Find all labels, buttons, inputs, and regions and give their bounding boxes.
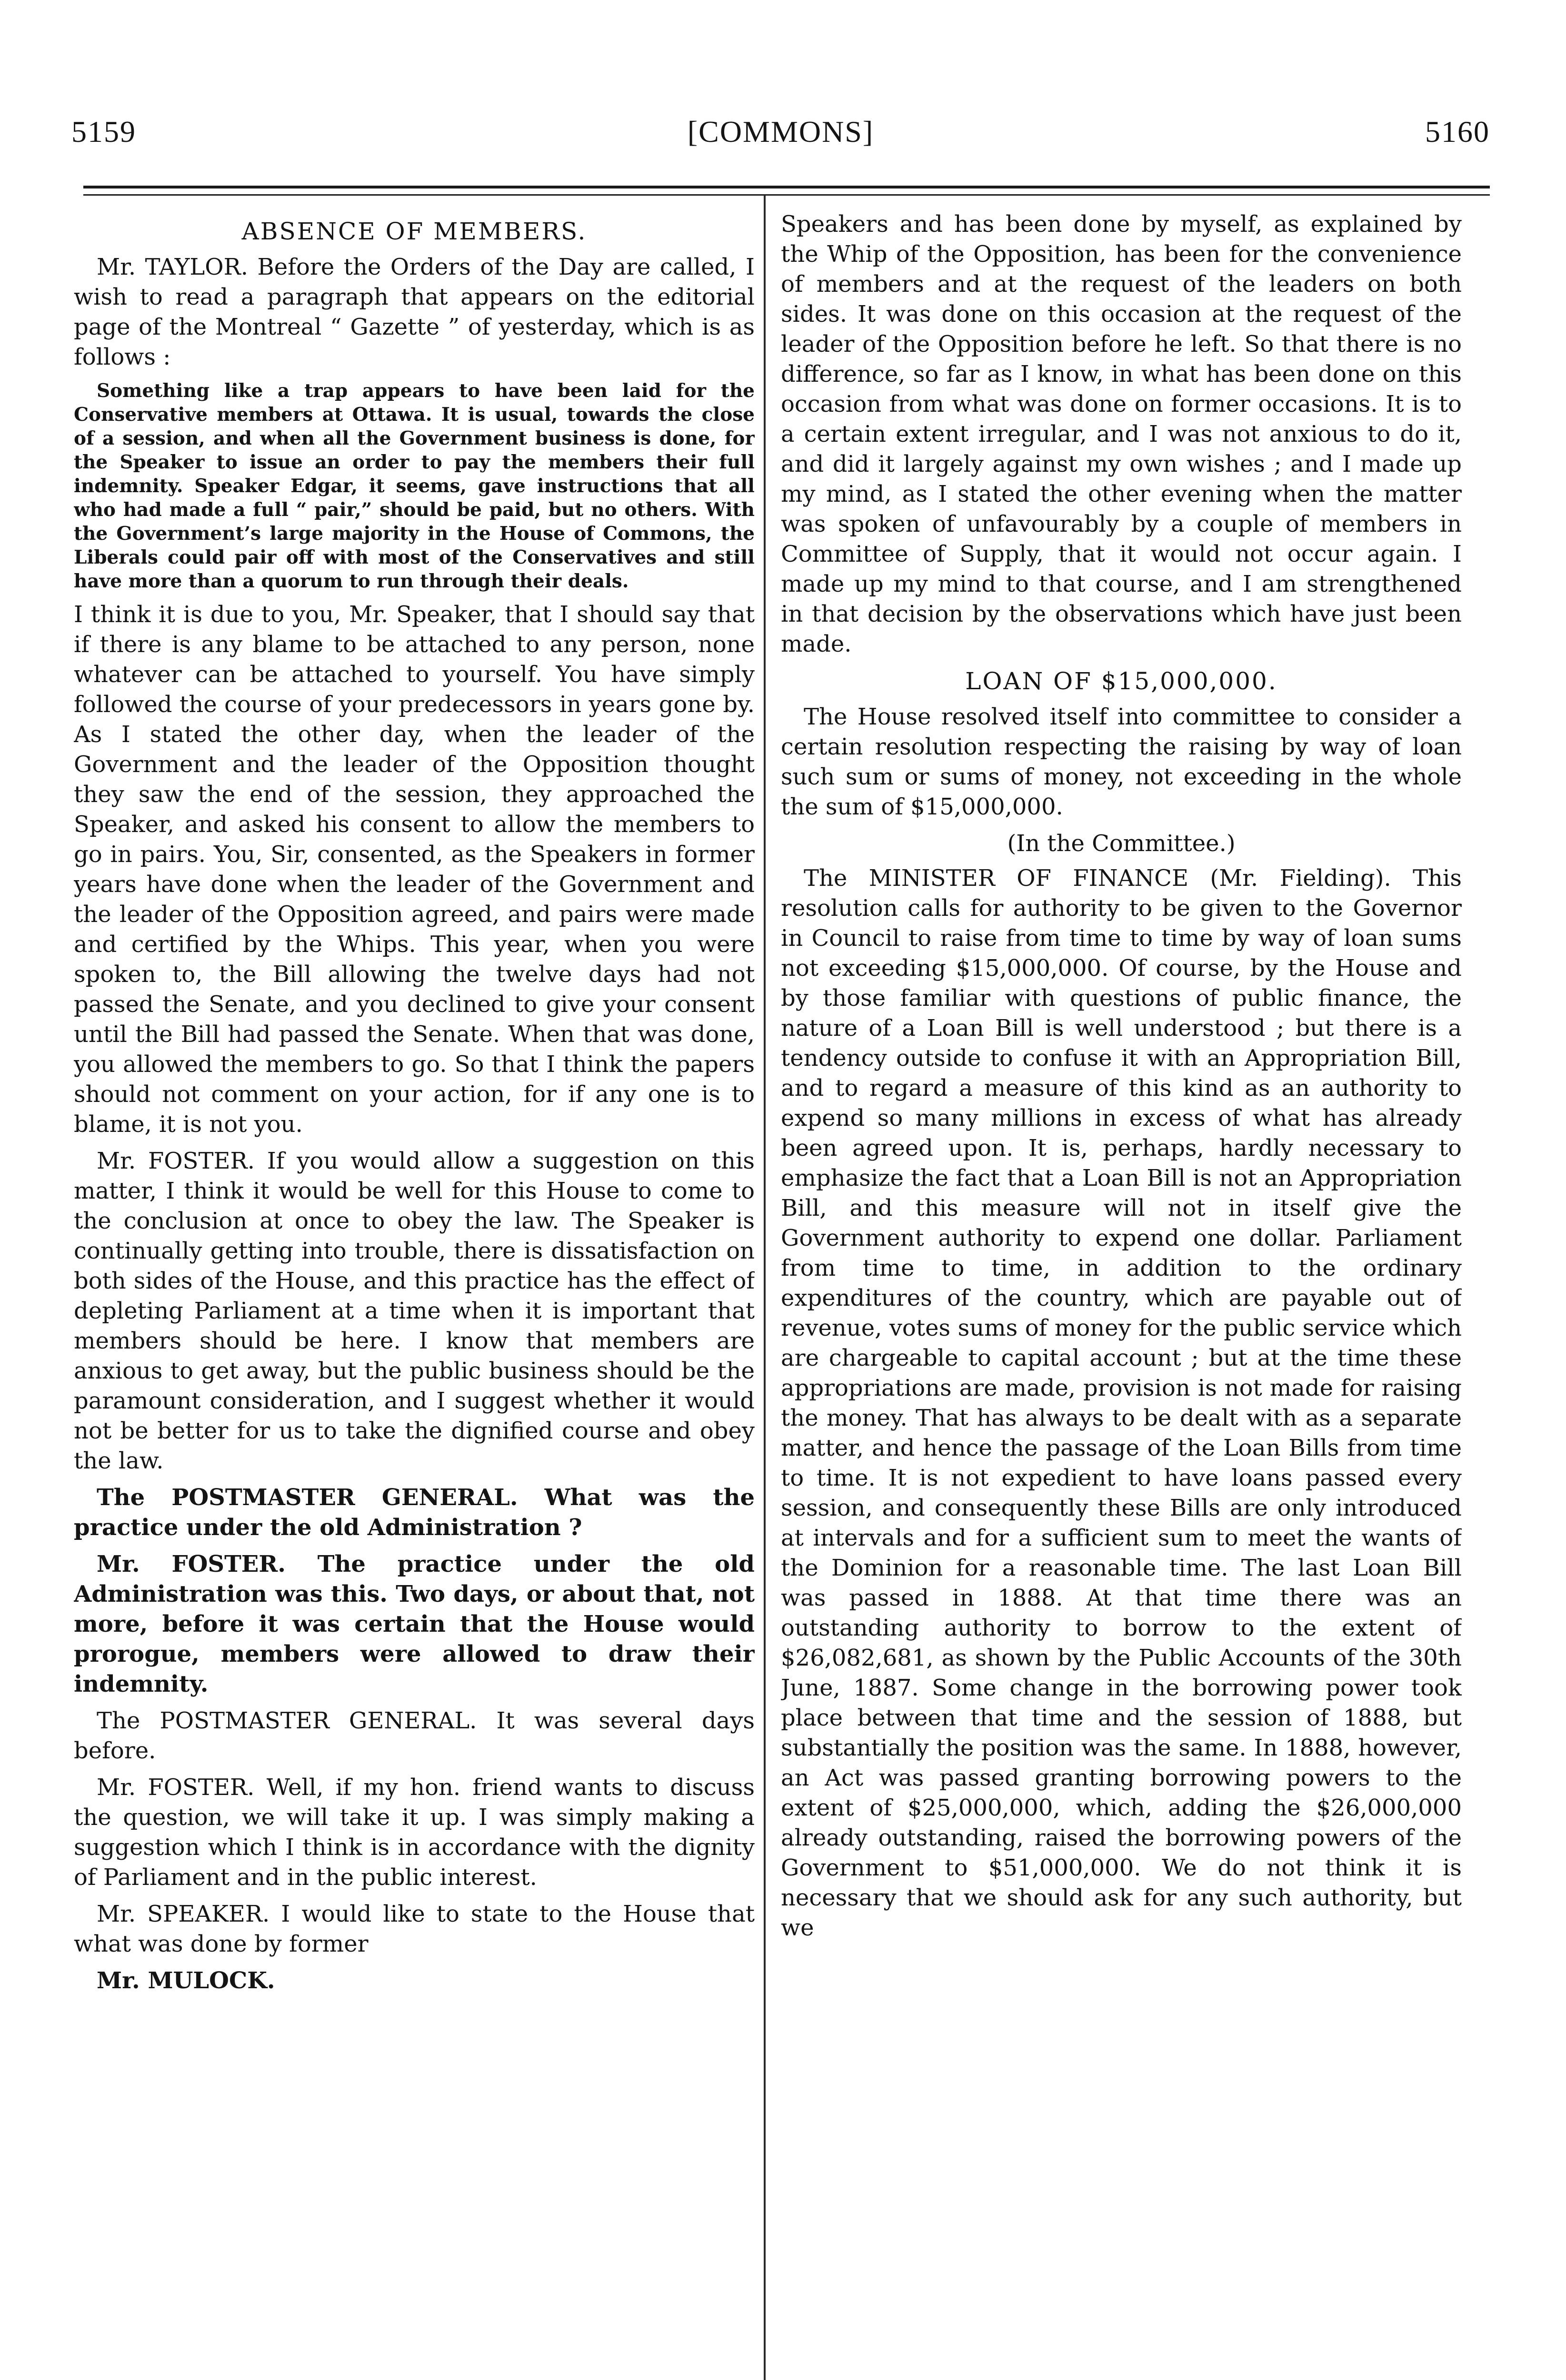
paragraph-foster-2: Mr. FOSTER. The practice under the old Administration was this. Two days, or about that, not more, before it was certain that the House would prorogue, members were allowed to draw their indemnity. [74, 1551, 755, 1697]
left-column [74, 209, 755, 2380]
quoted-gazette-extract: Something like a trap appears to have been laid for the Conservative members at Ottawa. It is usual, towards the close of a session, and when all the Government business is done, for the Speaker to issue an order to pay the members their full indemnity. Speaker Edgar, it seems, gave instructions that all who had made a full “ pair,” should be paid, but no others. With the Government’s large majority in the House of Commons, the Liberals could pair off with most of the Conservatives and still have more than a quorum to run through their deals. [74, 380, 755, 592]
paragraph-postmaster-1: The POSTMASTER GENERAL. What was the practice under the old Administration ? [74, 1484, 755, 1541]
paragraph-postmaster-2: The POSTMASTER GENERAL. It was several days before. [74, 1707, 755, 1764]
page-number-right: 5160 [1425, 115, 1490, 149]
section-heading-loan: LOAN OF $15,000,000. [965, 667, 1277, 695]
paragraph-house-resolved: The House resolved itself into committee to consider a certain resolution respecting the raising by way of loan such sum or sums of money, not exceeding in the whole the sum of $15,000,000. [781, 704, 1462, 820]
right-column [781, 209, 1462, 2380]
header-rule-thin [83, 194, 1490, 196]
paragraph-speaker-continued: Speakers and has been done by myself, as explained by the Whip of the Opposition, has been for the convenience of members and at the request of the leaders on both sides. It was done on this occasion at the request of the leader of the Opposition before he left. So that there is no difference, so far as I know, in what has been done on this occasion from what was done on former occasions. It is to a certain extent irregular, and I was not anxious to do it, and did it largely against my own wishes ; and I made up my mind, as I stated the other evening when the matter was spoken of unfavourably by a couple of members in Committee of Supply, that it would not occur again. I made up my mind to that course, and I am strengthened in that decision by the observations which have just been made. [781, 211, 1462, 657]
paragraph-speaker: Mr. SPEAKER. I would like to state to the House that what was done by former [74, 1901, 755, 1957]
section-heading-absence: ABSENCE OF MEMBERS. [241, 218, 587, 245]
column-divider [764, 195, 766, 2380]
paragraph-taylor: Mr. TAYLOR. Before the Orders of the Day are called, I wish to read a paragraph that appears on the editorial page of the Montreal “ Gazette ” of yesterday, which is as follows : [74, 254, 755, 370]
page-number-left: 5159 [71, 115, 136, 149]
running-title: [COMMONS] [687, 115, 874, 149]
paragraph-taylor-continued: I think it is due to you, Mr. Speaker, that I should say that if there is any blame to be attached to any person, none whatever can be attached to yourself. You have simply followed the course of your predecessors in years gone by. As I stated the other day, when the leader of the Government and the leader of the Opposition thought they saw the end of the session, they approached the Speaker, and asked his consent to allow the members to go in pairs. You, Sir, consented, as the Speakers in former years have done when the leader of the Government and the leader of the Opposition agreed, and pairs were made and certified by the Whips. This year, when you were spoken to, the Bill allowing the twelve days had not passed the Senate, and you declined to give your consent until the Bill had passed the Senate. When that was done, you allowed the members to go. So that I think the papers should not comment on your action, for if any one is to blame, it is not you. [74, 601, 755, 1138]
header-rule [83, 186, 1490, 188]
paragraph-minister-finance: The MINISTER OF FINANCE (Mr. Fielding). This resolution calls for authority to be given to the Governor in Council to raise from time to time by way of loan sums not exceeding $15,000,000. Of course, by the House and by those familiar with questions of public finance, the nature of a Loan Bill is well understood ; but there is a tendency outside to confuse it with an Appropriation Bill, and to regard a measure of this kind as an authority to expend so many millions in excess of what has already been agreed upon. It is, perhaps, hardly necessary to emphasize the fact that a Loan Bill is not an Appropriation Bill, and this measure will not in itself give the Government authority to expend one dollar. Parliament from time to time, in addition to the ordinary expenditures of the country, which are payable out of revenue, votes sums of money for the public service which are chargeable to capital account ; but at the time these appropriations are made, provision is not made for raising the money. That has always to be dealt with as a separate matter, and hence the passage of the Loan Bills from time to time. It is not expedient to have loans passed every session, and consequently these Bills are only introduced at intervals and for a sufficient sum to meet the wants of the Dominion for a reasonable time. The last Loan Bill was passed in 1888. At that time there was an outstanding authority to borrow to the extent of $26,082,681, as shown by the Public Accounts of the 30th June, 1887. Some change in the borrowing power took place between that time and the session of 1888, but substantially the position was the same. In 1888, however, an Act was passed granting borrowing powers to the extent of $25,000,000, which, adding the $26,000,000 already outstanding, raised the borrowing powers of the Government to $51,000,000. We do not think it is necessary that we should ask for any such authority, but we [781, 865, 1462, 1941]
footer-signature: Mr. MULOCK. [97, 1967, 275, 1994]
page-header [71, 114, 1490, 157]
committee-note: (In the Committee.) [1007, 830, 1236, 857]
paragraph-foster-3: Mr. FOSTER. Well, if my hon. friend wants to discuss the question, we will take it up. I was simply making a suggestion which I think is in accordance with the dignity of Parliament and in the public interest. [74, 1774, 755, 1891]
paragraph-foster-1: Mr. FOSTER. If you would allow a suggestion on this matter, I think it would be well for this House to come to the conclusion at once to obey the law. The Speaker is continually getting into trouble, there is dissatisfaction on both sides of the House, and this practice has the effect of depleting Parliament at a time when it is important that members should be here. I know that members are anxious to get away, but the public business should be the paramount consideration, and I suggest whether it would not be better for us to take the dignified course and obey the law. [74, 1148, 755, 1474]
